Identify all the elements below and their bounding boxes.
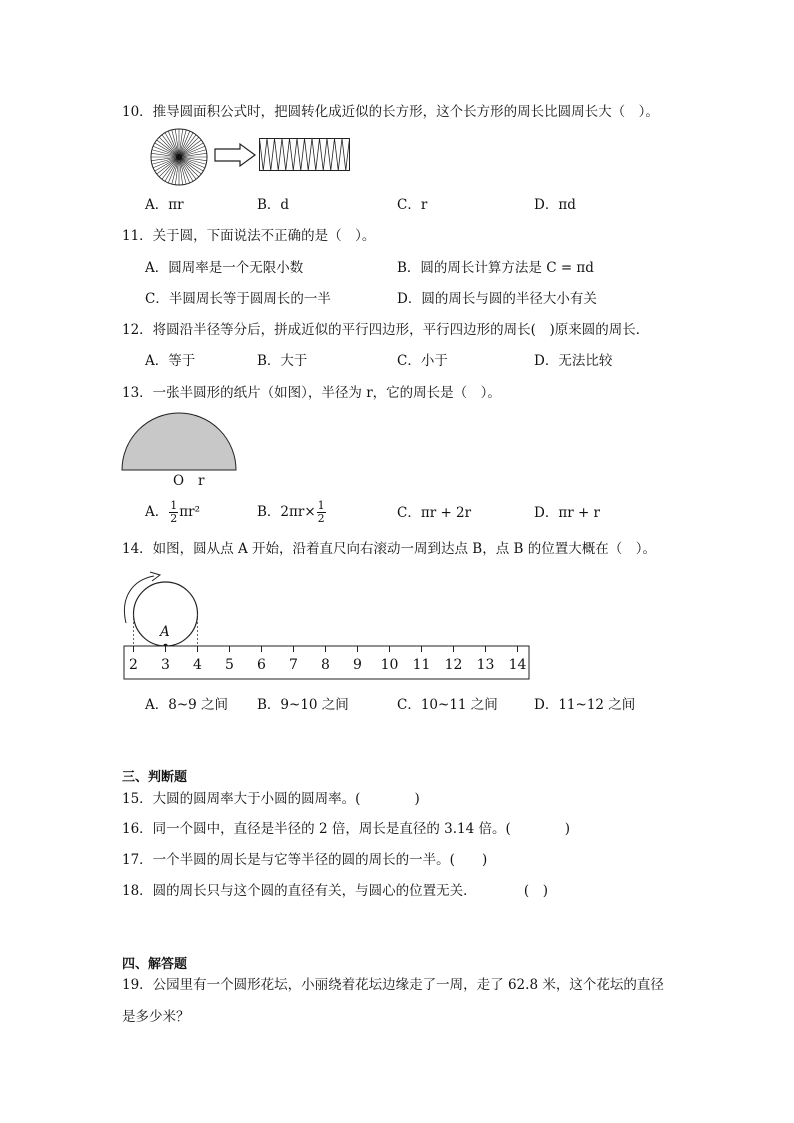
question-17: 17．一个半圆的周长是与它等半径的圆的周长的一半。( ) bbox=[122, 852, 488, 868]
q12-option-a[interactable]: A．等于 bbox=[145, 353, 196, 369]
q10-option-d[interactable]: D．πd bbox=[534, 197, 576, 213]
question-15: 15．大圆的圆周率大于小圆的圆周率。( ) bbox=[122, 791, 420, 807]
q13-b-fraction: $\frac{1}{2}$ bbox=[317, 499, 325, 526]
q11-option-a[interactable]: A．圆周率是一个无限小数 bbox=[145, 260, 304, 276]
q11-option-d[interactable]: D．圆的周长与圆的半径大小有关 bbox=[397, 291, 597, 307]
q13-option-c[interactable]: C．πr + 2r bbox=[397, 505, 472, 521]
section-3-heading: 三、判断题 bbox=[122, 770, 188, 785]
approx-rectangle-figure bbox=[259, 138, 351, 172]
q13-b-prefix: B．2πr× bbox=[257, 504, 316, 521]
question-19-line-1: 19．公园里有一个圆形花坛，小丽绕着花坛边缘走了一周，走了 62.8 米，这个花坛的直径 bbox=[122, 977, 664, 993]
question-14-stem: 14．如图，圆从点 A 开始，沿着直尺向右滚动一周到达点 B，点 B 的位置大概在（ ）。 bbox=[122, 541, 656, 557]
q13-a-prefix: A． bbox=[145, 504, 169, 521]
ruler-tick-label: 7 bbox=[289, 657, 298, 673]
question-12-stem: 12．将圆沿半径等分后，拼成近似的平行四边形，平行四边形的周长( )原来圆的周长． bbox=[122, 322, 650, 338]
ruler-tick-label: 12 bbox=[444, 657, 463, 673]
ruler-tick-label: 2 bbox=[129, 657, 138, 673]
q10-option-c[interactable]: C．r bbox=[397, 197, 428, 213]
ruler-tick-label: 6 bbox=[257, 657, 266, 673]
semicircle-figure bbox=[120, 410, 240, 472]
q13-option-d[interactable]: D．πr + r bbox=[534, 505, 600, 521]
q14-option-a[interactable]: A．8~9 之间 bbox=[145, 697, 229, 713]
ruler-tick-label: 9 bbox=[353, 657, 362, 673]
question-18: 18．圆的周长只与这个圆的直径有关，与圆心的位置无关． ( ) bbox=[122, 883, 548, 899]
q10-option-b[interactable]: B．d bbox=[257, 197, 290, 213]
semicircle-radius-label: r bbox=[198, 473, 205, 489]
semicircle-center-label: O bbox=[173, 473, 185, 489]
question-16: 16．同一个圆中，直径是半径的 2 倍，周长是直径的 3.14 倍。( ) bbox=[122, 821, 571, 837]
ruler-tick-label: 14 bbox=[508, 657, 527, 673]
ruler-tick-label: 13 bbox=[476, 657, 495, 673]
circle-sectors-figure bbox=[150, 128, 210, 188]
q13-option-b[interactable] bbox=[257, 500, 327, 525]
q12-option-c[interactable]: C．小于 bbox=[397, 353, 448, 369]
q13-a-tail: πr² bbox=[179, 504, 200, 521]
ruler-tick-label: 8 bbox=[321, 657, 330, 673]
ruler-tick-label: 4 bbox=[193, 657, 202, 673]
right-arrow-icon bbox=[214, 143, 256, 167]
question-19-line-2: 是多少米？ bbox=[122, 1009, 190, 1025]
q11-option-b[interactable]: B．圆的周长计算方法是 C = πd bbox=[397, 260, 594, 276]
q13-a-fraction: $\frac{1}{2}$ bbox=[170, 499, 178, 526]
q10-option-a[interactable]: A．πr bbox=[145, 197, 184, 213]
point-a-label: A bbox=[160, 624, 170, 640]
question-10-stem: 10．推导圆面积公式时，把圆转化成近似的长方形，这个长方形的周长比圆周长大（ ）。 bbox=[122, 104, 659, 120]
section-4-heading: 四、解答题 bbox=[122, 957, 188, 972]
q14-option-b[interactable]: B．9~10 之间 bbox=[257, 697, 349, 713]
q12-option-b[interactable]: B．大于 bbox=[257, 353, 308, 369]
ruler-tick-label: 10 bbox=[380, 657, 399, 673]
q13-option-a[interactable] bbox=[145, 500, 200, 525]
question-11-stem: 11．关于圆，下面说法不正确的是（ ）。 bbox=[122, 228, 376, 244]
q14-option-d[interactable]: D．11~12 之间 bbox=[534, 697, 636, 713]
question-13-stem: 13．一张半圆形的纸片（如图），半径为 r，它的周长是（ ）。 bbox=[122, 385, 501, 401]
q14-option-c[interactable]: C．10~11 之间 bbox=[397, 697, 498, 713]
q11-option-c[interactable]: C．半圆周长等于圆周长的一半 bbox=[145, 291, 331, 307]
ruler-tick-label: 3 bbox=[161, 657, 170, 673]
ruler-tick-label: 5 bbox=[225, 657, 234, 673]
ruler-tick-label: 11 bbox=[412, 657, 431, 673]
q12-option-d[interactable]: D．无法比较 bbox=[534, 353, 613, 369]
